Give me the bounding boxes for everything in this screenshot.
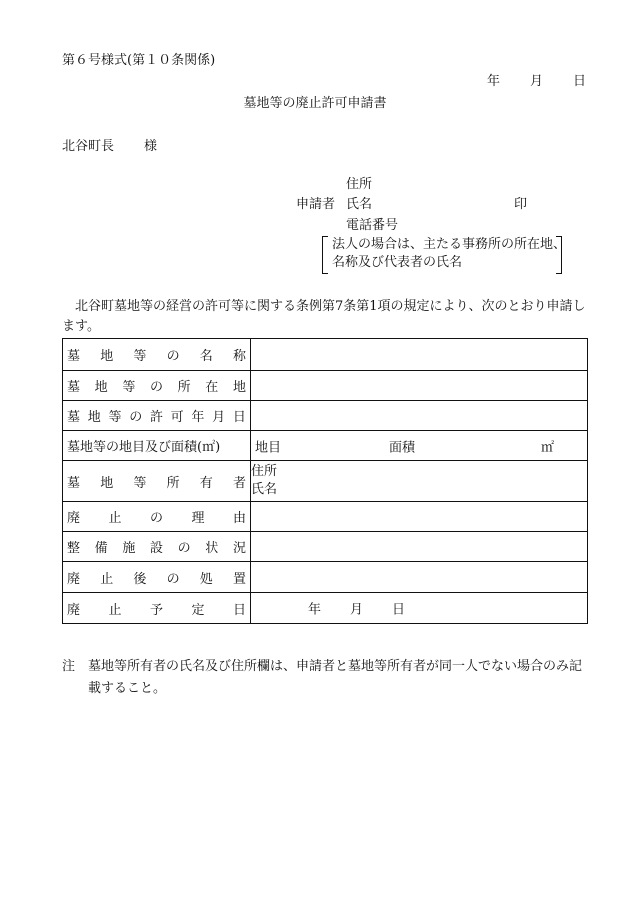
label-char: 後: [133, 571, 147, 587]
row-label-abolition-reason: [63, 502, 251, 532]
owner-name-label: 氏名: [251, 482, 278, 497]
table-row: [63, 461, 588, 502]
row-label-scheduled-abolition-date: [63, 593, 251, 624]
label-char: 置: [232, 571, 246, 587]
abolition-date-year: 年: [308, 602, 322, 618]
label-char: 定: [191, 602, 205, 618]
label-char: 廃: [67, 511, 81, 526]
label-char: 者: [232, 475, 246, 491]
table-row: [63, 593, 588, 624]
applicant-seal-label: 印: [514, 197, 528, 212]
label-char: 日: [232, 602, 246, 618]
land-category-area-label: 墓地等の地目及び面積(㎡): [67, 440, 221, 455]
table-row: [63, 502, 588, 532]
label-char: の: [166, 571, 180, 587]
label-char: 墓: [67, 410, 81, 425]
input-facility-status[interactable]: [251, 532, 588, 562]
row-label-cemetery-owner: [63, 461, 251, 502]
label-char: 有: [199, 475, 213, 491]
land-category-label: 地目: [255, 440, 282, 455]
corporate-note-text: [332, 236, 566, 272]
label-char: の: [149, 511, 163, 526]
addressee-name: 北谷町長: [62, 139, 115, 154]
corporate-note: [322, 236, 567, 272]
input-cemetery-location[interactable]: [251, 371, 588, 401]
label-char: の: [149, 380, 163, 395]
left-bracket: [322, 236, 328, 274]
label-char: 所: [177, 380, 191, 395]
input-post-abolition-disposal[interactable]: [251, 562, 588, 593]
abolition-date-month: 月: [350, 602, 364, 618]
document-title: 墓地等の廃止許可申請書: [243, 96, 387, 111]
table-row: [63, 532, 588, 562]
label-char: 地: [100, 349, 114, 364]
label-char: 止: [108, 511, 122, 526]
label-char: 称: [232, 349, 246, 364]
label-char: 止: [108, 602, 122, 618]
label-char: 備: [94, 541, 108, 556]
label-char: 整: [67, 541, 81, 556]
table-row: [63, 371, 588, 401]
label-char: 等: [133, 349, 147, 364]
footnote-mark: 注: [62, 659, 76, 674]
label-char: 可: [170, 410, 184, 425]
label-char: 理: [191, 511, 205, 526]
label-char: 止: [100, 571, 114, 587]
label-char: 由: [232, 511, 246, 526]
label-char: 状: [205, 541, 219, 556]
right-bracket: [556, 236, 562, 274]
table-row: [63, 339, 588, 371]
label-char: 地: [87, 410, 101, 425]
row-label-land-category-area: [63, 431, 251, 461]
preamble-text: 北谷町墓地等の経営の許可等に関する条例第7条第1項の規定により、次のとおり申請します。: [62, 299, 586, 334]
label-char: 予: [149, 602, 163, 618]
table-row: [63, 401, 588, 431]
label-char: の: [177, 541, 191, 556]
date-day-label: 日: [572, 74, 586, 89]
addressee-honorific: 様: [144, 139, 158, 154]
label-char: 地: [94, 380, 108, 395]
label-char: 日: [232, 410, 246, 425]
input-permit-date[interactable]: [251, 401, 588, 431]
label-char: 墓: [67, 475, 81, 491]
label-char: 地: [232, 380, 246, 395]
form-number: 第６号様式(第１０条関係): [62, 53, 216, 68]
area-unit: ㎡: [541, 440, 555, 455]
label-char: 処: [199, 571, 213, 587]
table-row: [63, 562, 588, 593]
row-label-cemetery-name: [63, 339, 251, 371]
label-char: 廃: [67, 571, 81, 587]
abolition-date-day: 日: [392, 602, 406, 618]
label-char: 等: [133, 475, 147, 491]
input-land-category-area[interactable]: [251, 431, 588, 461]
label-char: 墓: [67, 380, 81, 395]
row-label-cemetery-location: [63, 371, 251, 401]
label-char: の: [129, 410, 143, 425]
applicant-role-label: 申請者: [296, 197, 336, 212]
label-char: の: [166, 349, 180, 364]
row-label-permit-date: [63, 401, 251, 431]
label-char: 施: [122, 541, 136, 556]
label-char: 況: [232, 541, 246, 556]
label-char: 墓: [67, 349, 81, 364]
applicant-phone-label: 電話番号: [346, 218, 399, 233]
row-label-post-abolition-disposal: [63, 562, 251, 593]
input-cemetery-owner[interactable]: [251, 461, 588, 502]
label-char: 廃: [67, 602, 81, 618]
label-char: 設: [149, 541, 163, 556]
label-char: 地: [100, 475, 114, 491]
application-date: [487, 74, 586, 90]
row-label-facility-status: [63, 532, 251, 562]
input-cemetery-name[interactable]: [251, 339, 588, 371]
area-label: 面積: [389, 440, 416, 455]
label-char: 許: [149, 410, 163, 425]
footnote-text: 墓地等所有者の氏名及び住所欄は、申請者と墓地等所有者が同一人でない場合のみ記載すること。: [88, 659, 583, 696]
label-char: 月: [212, 410, 226, 425]
addressee: [62, 139, 157, 155]
input-abolition-reason[interactable]: [251, 502, 588, 532]
owner-address-label: 住所: [251, 464, 278, 479]
input-scheduled-abolition-date[interactable]: [251, 593, 588, 624]
label-char: 所: [166, 475, 180, 491]
applicant-address-label: 住所: [346, 177, 373, 192]
corporate-note-line-1: 法人の場合は、主たる事務所の所在地、: [332, 237, 567, 252]
date-year-label: 年: [486, 74, 500, 89]
application-form-table: [62, 338, 588, 624]
label-char: 名: [199, 349, 213, 364]
label-char: 年: [191, 410, 205, 425]
corporate-note-line-2: 名称及び代表者の氏名: [332, 255, 463, 270]
label-char: 等: [108, 410, 122, 425]
label-char: 在: [205, 380, 219, 395]
label-char: 等: [122, 380, 136, 395]
applicant-name-label: 氏名: [346, 197, 373, 212]
table-row: [63, 431, 588, 461]
date-month-label: 月: [529, 74, 543, 89]
